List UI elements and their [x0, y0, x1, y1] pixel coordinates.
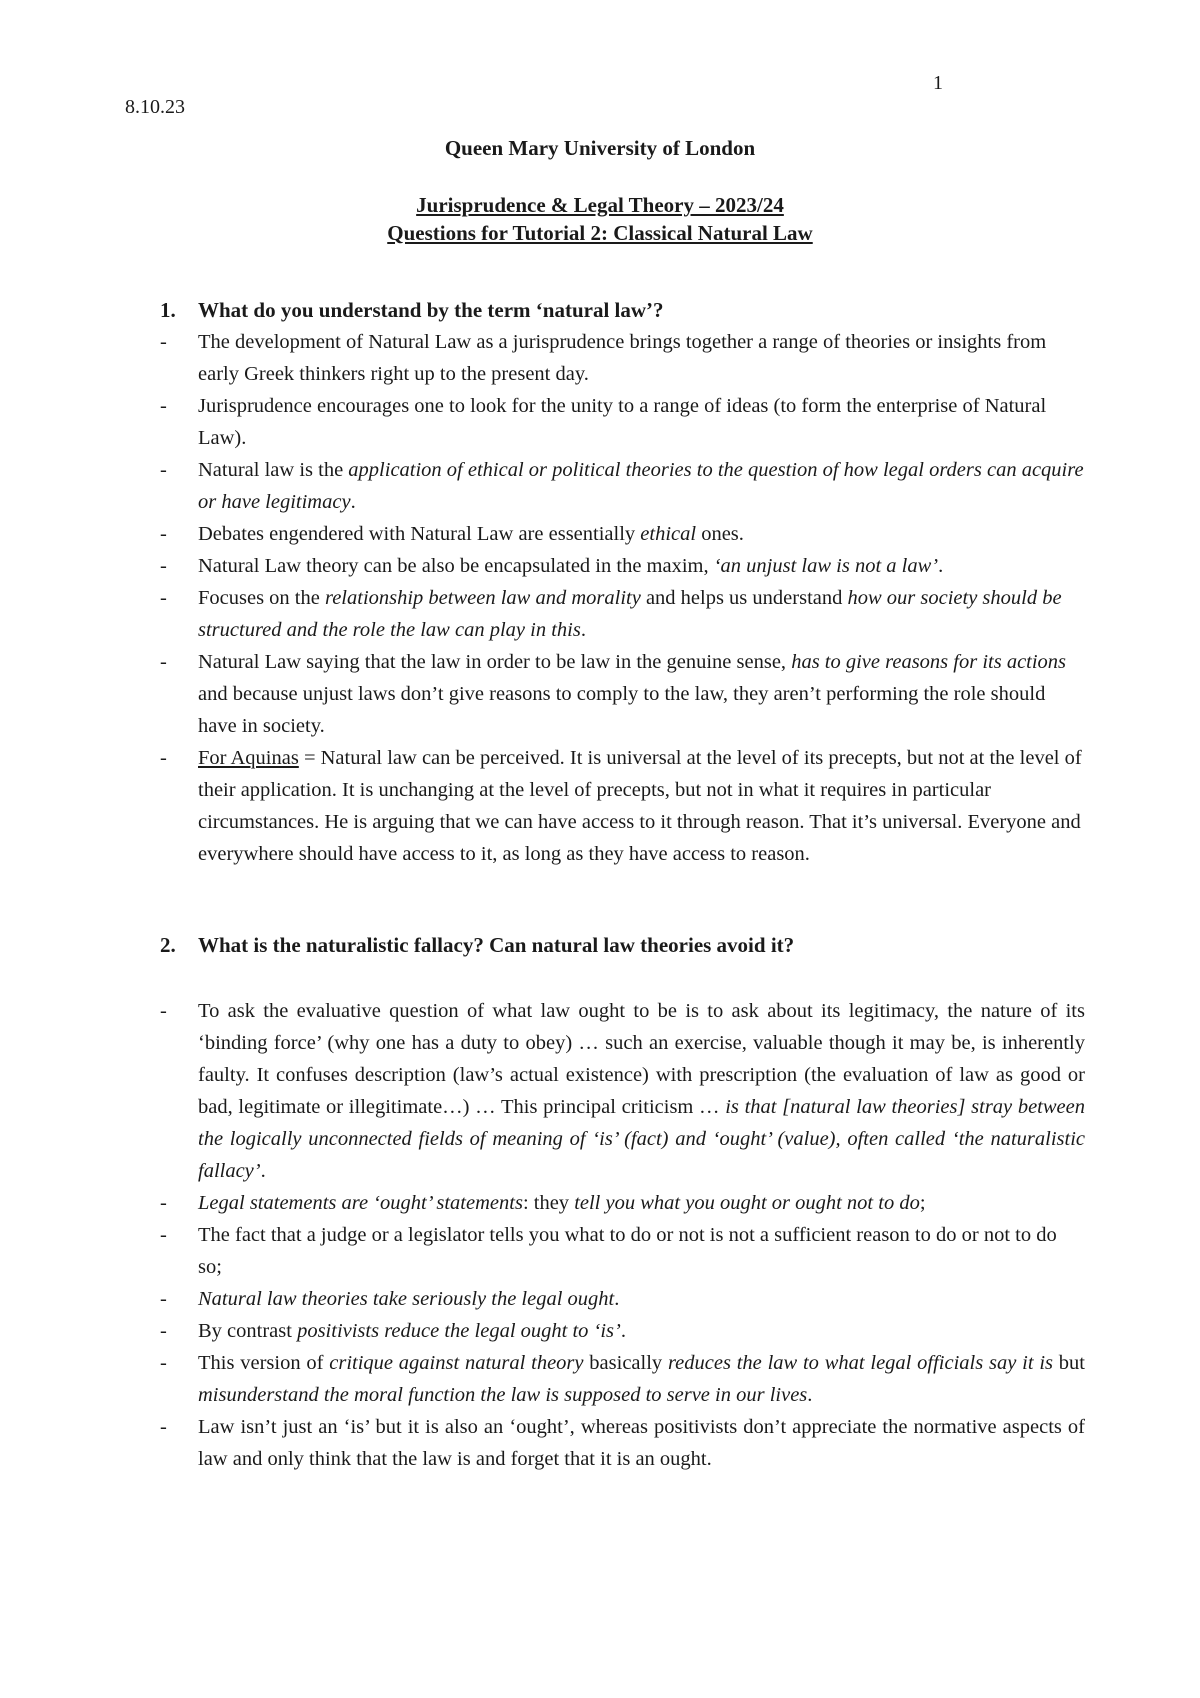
emphasis: how our society should be structured and the role the law can play in this [198, 587, 1062, 641]
text-run: and helps us understand [640, 587, 848, 609]
text-run: Natural Law saying that the law in order to be law in the genuine sense, [198, 651, 792, 673]
list-item [160, 1219, 1085, 1283]
text-run: The development of Natural Law as a jurisprudence brings together a range of theories or insights from early Greek thinkers right up to the present day. [198, 331, 1047, 385]
text-run: Law isn’t just an ‘is’ but it is also an ‘ought’, whereas positivists don’t appreciate the normative aspects of law and only think that the law is and forget that it is an ought. [198, 1416, 1085, 1470]
text-run: . [580, 619, 586, 641]
list-item [160, 1187, 1085, 1219]
list-item [160, 1315, 1085, 1347]
list-item [160, 390, 1085, 454]
emphasis: reduces the law to what legal officials say it is [667, 1352, 1053, 1374]
text-run: Focuses on the [198, 587, 325, 609]
question-number: 1. [160, 298, 176, 322]
list-item [160, 550, 1085, 582]
emphasis: application of ethical or political theories to the question of how legal orders can acquire or have legitimacy [198, 459, 1084, 513]
underlined-term: For Aquinas [198, 747, 299, 769]
emphasis: critique against natural theory [329, 1352, 584, 1374]
page-number: 1 [933, 72, 943, 94]
text-run: and because unjust laws don’t give reasons to comply to the law, they aren’t performing the role should have in society. [198, 683, 1046, 737]
text-run: . [620, 1320, 626, 1342]
emphasis: is that [natural law theories] stray between the logically unconnected fields of meaning of ‘is’ (fact) and ‘ought’ (value), often called ‘the naturalistic fallacy’ [198, 1096, 1085, 1182]
text-run: Natural law is the [198, 459, 349, 481]
question-1 [160, 294, 1100, 326]
text-run: ; [919, 1192, 926, 1214]
text-run: This version of [198, 1352, 330, 1374]
list-item [160, 454, 1085, 518]
list-item [160, 1283, 1085, 1315]
text-run: The fact that a judge or a legislator tells you what to do or not is not a sufficient reason to do or not to do so; [198, 1224, 1057, 1278]
question-text: What is the naturalistic fallacy? Can natural law theories avoid it? [198, 933, 795, 957]
question-1-answers [160, 326, 1085, 870]
text-run: By contrast [198, 1320, 298, 1342]
text-run: . [938, 555, 944, 577]
text-run: but [1053, 1352, 1085, 1374]
list-item [160, 995, 1085, 1187]
institution-title: Queen Mary University of London [444, 136, 756, 160]
list-item [160, 326, 1085, 390]
text-run: : they [522, 1192, 575, 1214]
text-run: . [807, 1384, 813, 1406]
emphasis: ‘an unjust law is not a law’ [713, 555, 939, 577]
tutorial-title: Questions for Tutorial 2: Classical Natural Law [387, 221, 813, 245]
document-date: 8.10.23 [125, 96, 185, 118]
emphasis: misunderstand the moral function the law is supposed to serve in our lives [198, 1384, 808, 1406]
list-item [160, 1347, 1085, 1411]
question-2-answers [160, 995, 1085, 1475]
question-number: 2. [160, 933, 176, 957]
question-text: What do you understand by the term ‘natural law’? [198, 298, 664, 322]
emphasis: relationship between law and morality [324, 587, 641, 609]
text-run: To ask the evaluative question of what law ought to be is to ask about its legitimacy, the nature of its ‘binding force’ (why one has a duty to obey) … such an exercise, valuable though it may be, is inherently faulty. It confuses description (law’s actual existence) with prescription (the evaluation of law as good or bad, legitimate or illegitimate…) … This principal criticism … [198, 1000, 1085, 1118]
text-run: = Natural law can be perceived. It is universal at the level of its precepts, but not at the level of their application. It is unchanging at the level of precepts, but not in what it requires in particular circumstances. He is arguing that we can have access to it through reason. That it’s universal. Everyone and everywhere should have access to it, as long as they have access to reason. [198, 747, 1082, 865]
text-run: Jurisprudence encourages one to look for the unity to a range of ideas (to form the enterprise of Natural Law). [198, 395, 1047, 449]
emphasis: Natural law theories take seriously the legal ought [198, 1288, 615, 1310]
text-run: basically [583, 1352, 668, 1374]
list-item [160, 742, 1085, 870]
emphasis: ethical [640, 523, 697, 545]
emphasis: Legal statements are ‘ought’ statements [198, 1192, 523, 1214]
list-item [160, 582, 1085, 646]
text-run: . [260, 1160, 266, 1182]
course-title: Jurisprudence & Legal Theory – 2023/24 [416, 193, 784, 217]
emphasis: has to give reasons for its actions [791, 651, 1067, 673]
text-run: . [614, 1288, 620, 1310]
text-run: ones. [696, 523, 744, 545]
question-2 [160, 929, 1100, 961]
emphasis: positivists reduce the legal ought to ‘is’ [297, 1320, 621, 1342]
list-item [160, 646, 1085, 742]
text-run: . [350, 491, 356, 513]
text-run: Natural Law theory can be also be encapsulated in the maxim, [198, 555, 714, 577]
emphasis: tell you what you ought or ought not to do [574, 1192, 920, 1214]
text-run: Debates engendered with Natural Law are essentially [198, 523, 641, 545]
list-item [160, 518, 1085, 550]
list-item [160, 1411, 1085, 1475]
